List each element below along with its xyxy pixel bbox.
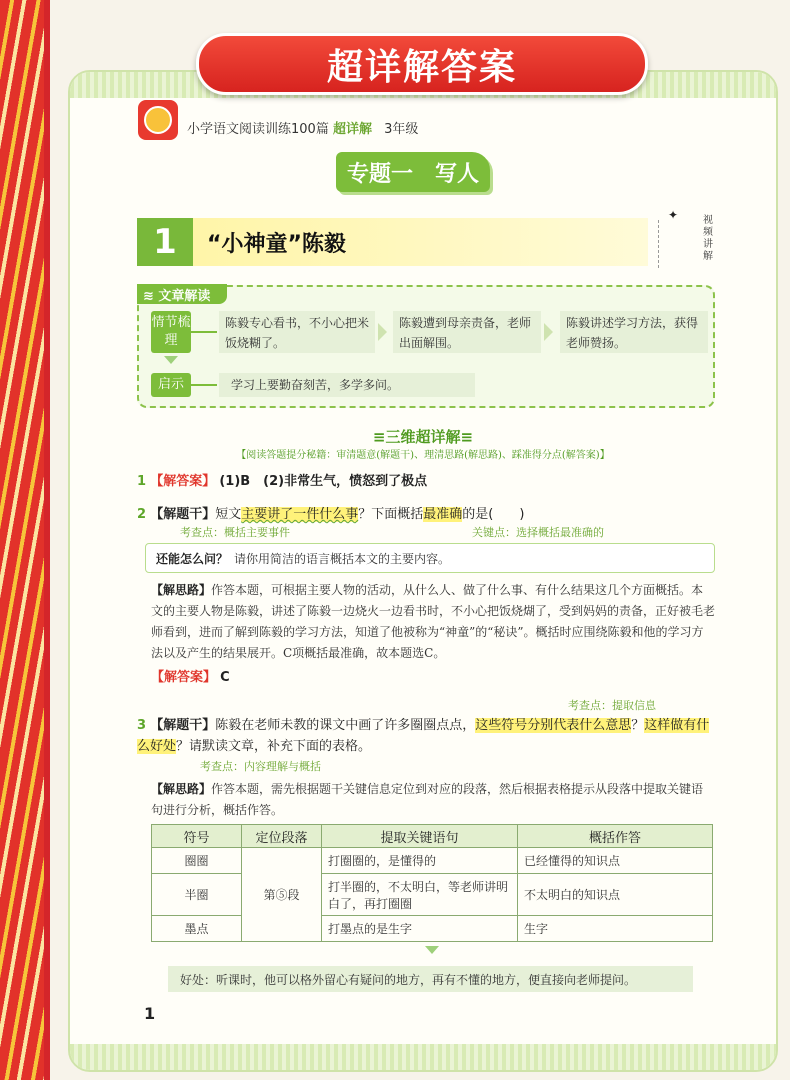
ask-text: 请你用简洁的语言概括本文的主要内容。: [234, 551, 451, 566]
q2-number: 2: [137, 507, 147, 522]
answer-table: [151, 824, 713, 942]
question-3: [137, 715, 715, 757]
table-header-cell: 概括作答: [518, 825, 713, 848]
q3-label: 【解题干】: [150, 718, 216, 733]
question-1: [137, 470, 427, 489]
q3-note-top: 考查点：提取信息: [568, 699, 656, 712]
decorative-ribbon: [0, 0, 48, 1080]
video-explain-label[interactable]: 视频讲解: [703, 215, 713, 262]
table-cell: 第⑤段: [242, 848, 322, 942]
table-cell: 墨点: [152, 916, 242, 942]
q3-text: 陈毅在老师未教的课文中画了许多圈圈点点，: [215, 718, 476, 733]
answer-banner: [196, 33, 648, 95]
divider: [658, 220, 659, 268]
book-logo-icon: [138, 100, 178, 140]
q2-key-phrase: 主要讲了一件什么事: [241, 507, 359, 522]
table-row: [152, 916, 713, 942]
alternative-question-box: [145, 543, 715, 573]
plot-step-1: 陈毅专心看书，不小心把米饭烧糊了。: [219, 311, 375, 353]
question-2: [137, 503, 524, 522]
insight-label: 启示: [151, 373, 191, 397]
q2-answer: [151, 666, 230, 685]
q2-thinking: [151, 580, 715, 664]
q3-think-label: 【解思路】: [151, 782, 212, 796]
connector: [191, 384, 217, 386]
q2-text: 的是( ): [462, 507, 525, 522]
q2-label: 【解题干】: [150, 507, 216, 522]
ribbon-edge: [44, 0, 50, 1080]
ask-label: 还能怎么问？: [156, 551, 229, 566]
table-cell: 生字: [518, 916, 713, 942]
table-cell: 圈圈: [152, 848, 242, 874]
plot-label: 情节梳理: [151, 311, 191, 353]
table-cell: 打圈圈的，是懂得的: [322, 848, 518, 874]
book-highlight: 超详解: [332, 122, 372, 137]
q3-number: 3: [137, 718, 147, 733]
lesson-title: “小神童”陈毅: [207, 231, 346, 257]
section-subtitle: 【阅读答题提分秘籍：审清题意(解题干)、理清思路(解思路)、踩准得分点(解答案)】: [236, 450, 610, 461]
q2-think-text: 作答本题，可根据主要人物的活动，从什么人、做了什么事、有什么结果这几个方面概括。本文的主要人物是陈毅，讲述了陈毅一边烧火一边看书时，不小心把饭烧煳了，受到妈妈的责备，正好被毛老师看到，进而了解到陈毅的学习方法，知道了他被称为“神童”的“秘诀”。概括时应围绕陈毅和他的学习方法以及产生的结果展开。C项概括最准确，故本题选C。: [151, 583, 716, 660]
table-cell: 不太明白的知识点: [518, 874, 713, 916]
table-header-cell: 定位段落: [242, 825, 322, 848]
table-cell: 已经懂得的知识点: [518, 848, 713, 874]
arrow-right-icon: [378, 323, 387, 341]
q3-thinking: [151, 779, 715, 821]
arrow-down-icon: [164, 356, 178, 364]
q1-label: 【解答案】: [150, 474, 216, 489]
book-grade: 3年级: [384, 122, 419, 137]
lesson-number: 1: [137, 218, 193, 266]
plot-step-3: 陈毅讲述学习方法，获得老师赞扬。: [560, 311, 708, 353]
table-row: [152, 848, 713, 874]
q2-answer-value: C: [220, 670, 230, 685]
q2-text: ？下面概括: [358, 507, 424, 522]
insight-text: 学习上要勤奋刻苦，多学多问。: [219, 373, 475, 397]
lesson-title-bar: [193, 218, 648, 266]
q2-note-right: 关键点：选择概括最准确的: [472, 526, 604, 539]
q2-note-left: 考查点：概括主要事件: [180, 526, 290, 539]
q2-key-phrase: 最准确: [423, 507, 463, 522]
benefit-box: 好处：听课时，他可以格外留心有疑问的地方，再有不懂的地方，便直接向老师提问。: [168, 966, 693, 992]
q3-text: ？: [631, 718, 645, 733]
q3-key-phrase: 这样做有什么好处: [137, 718, 710, 754]
q3-text: ？请默读文章，补充下面的表格。: [176, 739, 372, 754]
book-header: [187, 118, 418, 137]
connector: [191, 331, 217, 333]
plot-step-2: 陈毅遭到母亲责备，老师出面解围。: [393, 311, 541, 353]
q2-answer-label: 【解答案】: [151, 670, 217, 685]
q1-answer: (1)B (2)非常生气，愤怒到了极点: [219, 474, 428, 489]
table-header: [152, 825, 713, 848]
video-play-icon[interactable]: ✦: [668, 208, 679, 222]
q2-think-label: 【解思路】: [151, 583, 212, 597]
table-cell: 打半圈的，不太明白，等老师讲明白了，再打圈圈: [322, 874, 518, 916]
arrow-down-icon: [425, 946, 439, 954]
arrow-right-icon: [544, 323, 553, 341]
topic-label: 专题一 写人: [346, 161, 479, 187]
bottom-stripe: [70, 1044, 776, 1070]
book-name: 小学语文阅读训练100篇: [187, 122, 329, 137]
table-row: [152, 874, 713, 916]
table-cell: 打墨点的是生字: [322, 916, 518, 942]
topic-title: [336, 152, 490, 192]
table-cell: 半圈: [152, 874, 242, 916]
q3-note-bottom: 考查点：内容理解与概括: [200, 760, 321, 773]
q2-text: 短文: [215, 507, 242, 522]
q3-key-phrase: 这些符号分别代表什么意思: [475, 718, 632, 733]
table-header-cell: 提取关键语句: [322, 825, 518, 848]
q3-think-text: 作答本题，需先根据题干关键信息定位到对应的段落，然后根据表格提示从段落中提取关键语句进行分析，概括作答。: [151, 782, 704, 817]
q1-number: 1: [137, 474, 147, 489]
section-title: ≡三维超详解≡: [372, 428, 474, 446]
table-header-cell: 符号: [152, 825, 242, 848]
banner-title: 超详解答案: [326, 46, 517, 88]
page-number: 1: [144, 1004, 156, 1023]
reading-analysis-tag: ≋ 文章解读: [137, 284, 227, 304]
